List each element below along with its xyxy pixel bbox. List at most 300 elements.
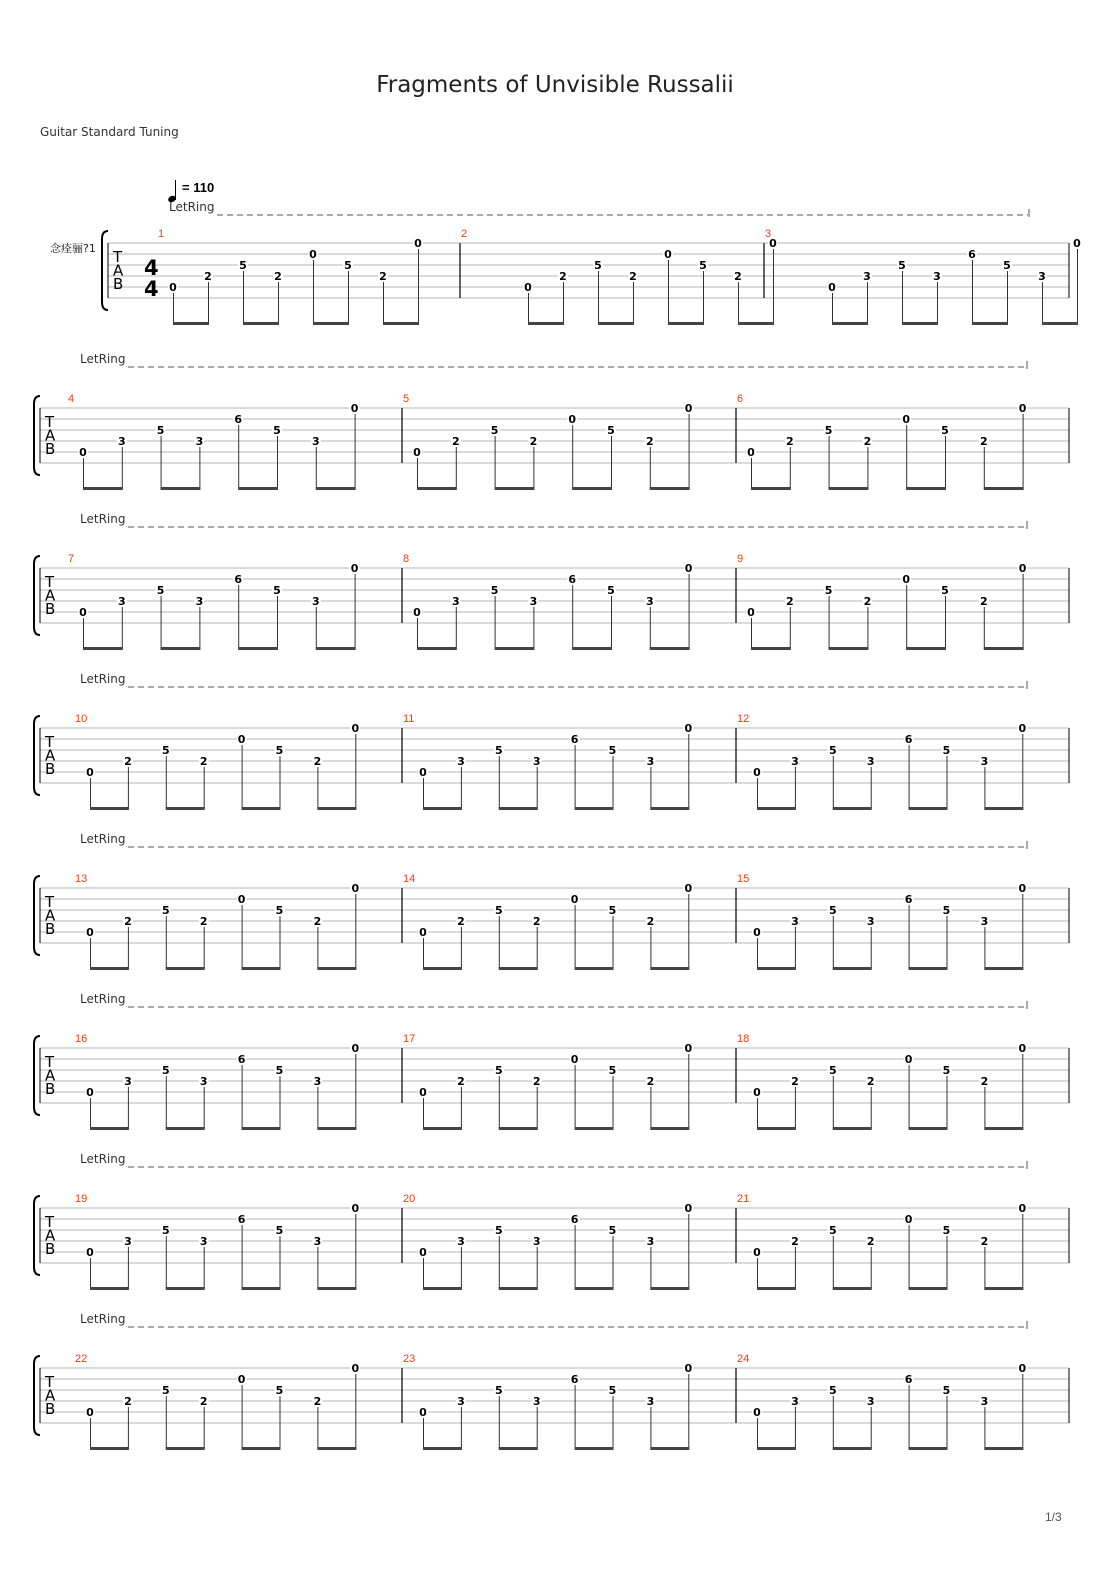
fret-number: 0 — [169, 281, 177, 294]
fret-number: 5 — [608, 744, 617, 757]
fret-number: 0 — [753, 766, 761, 779]
fret-number: 3 — [457, 1235, 465, 1248]
fret-number: 5 — [275, 744, 284, 757]
tab-clef-letter: B — [45, 600, 56, 618]
fret-number: 0 — [1073, 237, 1081, 250]
tab-clef-letter: B — [45, 760, 56, 778]
fret-number: 0 — [747, 446, 755, 459]
note-beam — [909, 1447, 948, 1450]
measure-number: 1 — [158, 228, 165, 240]
note-beam — [906, 487, 946, 490]
fret-number: 5 — [898, 259, 906, 272]
fret-number: 0 — [86, 1406, 94, 1419]
note-beam — [166, 1127, 205, 1130]
measure-number: 22 — [75, 1353, 88, 1365]
fret-number: 2 — [199, 755, 208, 768]
note-beam — [83, 487, 123, 490]
note-beam — [738, 322, 774, 325]
fret-number: 0 — [86, 1246, 94, 1259]
note-beam — [757, 807, 796, 810]
fret-number: 3 — [866, 1395, 875, 1408]
fret-number: 6 — [904, 733, 913, 746]
measure-number: 18 — [737, 1033, 750, 1045]
fret-number: 2 — [980, 1235, 989, 1248]
note-beam — [757, 967, 796, 970]
note-beam — [90, 967, 129, 970]
fret-number: 0 — [1018, 722, 1027, 735]
note-beam — [757, 1287, 796, 1290]
note-beam — [575, 807, 614, 810]
fret-number: 0 — [351, 882, 360, 895]
tab-clef-letter: A — [45, 1066, 56, 1085]
note-beam — [572, 487, 612, 490]
fret-number: 5 — [824, 424, 833, 437]
measure-number: 24 — [737, 1353, 750, 1365]
fret-number: 3 — [529, 595, 538, 608]
fret-number: 0 — [79, 446, 87, 459]
fret-number: 5 — [494, 1064, 503, 1077]
note-beam — [317, 1447, 356, 1450]
note-beam — [499, 1287, 538, 1290]
fret-number: 5 — [607, 584, 615, 597]
tab-clef-letter: A — [45, 586, 56, 605]
fret-number: 5 — [344, 259, 352, 272]
tab-clef-letter: B — [45, 1080, 56, 1098]
note-beam — [668, 322, 704, 325]
tab-clef-letter: A — [113, 261, 124, 280]
fret-number: 2 — [785, 595, 794, 608]
fret-number: 6 — [570, 733, 579, 746]
fret-number: 5 — [1003, 259, 1011, 272]
fret-number: 5 — [608, 1064, 617, 1077]
fret-number: 0 — [684, 1362, 693, 1375]
measure-number: 7 — [68, 553, 75, 565]
note-beam — [243, 322, 279, 325]
let-ring-label: LetRing — [80, 512, 126, 526]
fret-number: 6 — [570, 1373, 579, 1386]
fret-number: 3 — [451, 595, 460, 608]
fret-number: 0 — [524, 281, 532, 294]
fret-number: 5 — [490, 424, 499, 437]
fret-number: 0 — [413, 606, 421, 619]
fret-number: 0 — [413, 446, 421, 459]
note-beam — [650, 487, 690, 490]
fret-number: 5 — [941, 584, 949, 597]
fret-number: 2 — [199, 1395, 208, 1408]
system-brace — [34, 716, 40, 795]
tab-clef-letter: T — [45, 1213, 55, 1231]
note-beam — [650, 807, 689, 810]
fret-number: 0 — [684, 1202, 693, 1215]
measure-number: 14 — [403, 873, 416, 885]
note-beam — [833, 807, 872, 810]
fret-number: 0 — [828, 281, 836, 294]
fret-number: 2 — [980, 1075, 989, 1088]
note-beam — [1042, 322, 1078, 325]
measure-number: 9 — [737, 553, 744, 565]
note-beam — [833, 967, 872, 970]
fret-number: 2 — [199, 915, 208, 928]
fret-number: 3 — [532, 1395, 541, 1408]
note-beam — [166, 807, 205, 810]
fret-number: 0 — [1018, 1362, 1027, 1375]
fret-number: 2 — [451, 435, 460, 448]
note-beam — [317, 1287, 356, 1290]
note-beam — [575, 967, 614, 970]
note-beam — [909, 967, 948, 970]
fret-number: 2 — [791, 1075, 799, 1088]
tempo-value: = 110 — [182, 180, 215, 195]
fret-number: 2 — [313, 1395, 322, 1408]
fret-number: 0 — [902, 573, 911, 586]
fret-number: 3 — [646, 1395, 655, 1408]
note-beam — [316, 647, 356, 650]
note-beam — [242, 807, 281, 810]
tab-clef-letter: T — [45, 733, 55, 751]
fret-number: 5 — [942, 904, 951, 917]
note-beam — [317, 967, 356, 970]
fret-number: 5 — [273, 424, 281, 437]
track-name: 念痊骊?1 — [50, 242, 96, 255]
system-brace — [34, 876, 40, 955]
fret-number: 5 — [828, 1064, 837, 1077]
note-beam — [90, 1447, 129, 1450]
let-ring-label: LetRing — [169, 200, 215, 214]
fret-number: 3 — [117, 595, 126, 608]
fret-number: 3 — [980, 1395, 989, 1408]
fret-number: 6 — [234, 573, 243, 586]
note-beam — [833, 1127, 872, 1130]
fret-number: 5 — [494, 744, 503, 757]
measure-number: 6 — [737, 393, 744, 405]
let-ring-label: LetRing — [80, 1152, 126, 1166]
fret-number: 0 — [309, 248, 317, 261]
fret-number: 3 — [457, 755, 465, 768]
fret-number: 6 — [570, 1213, 579, 1226]
fret-number: 5 — [161, 1384, 170, 1397]
fret-number: 5 — [161, 1224, 170, 1237]
fret-number: 0 — [419, 1406, 427, 1419]
note-beam — [906, 647, 946, 650]
fret-number: 0 — [419, 1246, 427, 1259]
fret-number: 0 — [570, 893, 579, 906]
fret-number: 3 — [124, 1075, 132, 1088]
fret-number: 5 — [941, 424, 949, 437]
fret-number: 2 — [863, 435, 872, 448]
fret-number: 0 — [237, 893, 246, 906]
fret-number: 5 — [490, 584, 499, 597]
note-beam — [751, 487, 791, 490]
fret-number: 5 — [828, 904, 837, 917]
note-beam — [909, 1287, 948, 1290]
let-ring-label: LetRing — [80, 352, 126, 366]
fret-number: 0 — [753, 1246, 761, 1259]
note-beam — [383, 322, 419, 325]
measure-number: 4 — [68, 393, 75, 405]
note-beam — [572, 647, 612, 650]
system-brace — [34, 396, 40, 475]
fret-number: 3 — [532, 1235, 541, 1248]
note-beam — [317, 1127, 356, 1130]
fret-number: 3 — [791, 755, 799, 768]
system-brace — [34, 1356, 40, 1435]
fret-number: 5 — [156, 424, 165, 437]
fret-number: 2 — [457, 1075, 465, 1088]
fret-number: 2 — [124, 1395, 132, 1408]
note-beam — [984, 967, 1023, 970]
fret-number: 0 — [414, 237, 422, 250]
tab-clef-letter: A — [45, 746, 56, 765]
fret-number: 6 — [237, 1213, 246, 1226]
fret-number: 3 — [791, 1395, 799, 1408]
fret-number: 0 — [753, 926, 761, 939]
fret-number: 3 — [311, 595, 320, 608]
fret-number: 3 — [311, 435, 320, 448]
fret-number: 3 — [863, 270, 871, 283]
fret-number: 0 — [350, 402, 359, 415]
fret-number: 2 — [979, 435, 988, 448]
let-ring-label: LetRing — [80, 672, 126, 686]
fret-number: 0 — [684, 722, 693, 735]
fret-number: 2 — [866, 1235, 875, 1248]
fret-number: 2 — [124, 755, 132, 768]
fret-number: 3 — [646, 1235, 655, 1248]
system-brace — [102, 231, 108, 310]
note-beam — [166, 1287, 205, 1290]
fret-number: 0 — [419, 926, 427, 939]
fret-number: 3 — [866, 915, 875, 928]
fret-number: 0 — [664, 248, 672, 261]
measure-number: 17 — [403, 1033, 416, 1045]
note-beam — [90, 807, 129, 810]
fret-number: 0 — [79, 606, 87, 619]
note-beam — [575, 1287, 614, 1290]
time-signature-numerator: 4 — [144, 256, 159, 280]
fret-number: 3 — [645, 595, 654, 608]
fret-number: 5 — [828, 1384, 837, 1397]
fret-number: 2 — [529, 435, 538, 448]
tab-clef-letter: T — [45, 1053, 55, 1071]
fret-number: 3 — [646, 755, 655, 768]
fret-number: 5 — [161, 904, 170, 917]
tab-clef-letter: B — [45, 920, 56, 938]
measure-number: 2 — [461, 228, 468, 240]
fret-number: 0 — [1018, 562, 1027, 575]
note-beam — [829, 487, 869, 490]
fret-number: 0 — [1018, 1042, 1027, 1055]
tab-clef-letter: B — [113, 275, 124, 293]
note-beam — [832, 322, 868, 325]
fret-number: 3 — [313, 1235, 322, 1248]
measure-number: 19 — [75, 1193, 88, 1205]
fret-number: 2 — [979, 595, 988, 608]
note-beam — [242, 967, 281, 970]
tab-clef-letter: T — [45, 573, 55, 591]
note-beam — [902, 322, 938, 325]
fret-number: 3 — [199, 1235, 208, 1248]
measure-number: 5 — [403, 393, 410, 405]
fret-number: 6 — [568, 573, 577, 586]
note-beam — [499, 1127, 538, 1130]
fret-number: 2 — [457, 915, 465, 928]
tab-clef-letter: T — [45, 893, 55, 911]
fret-number: 5 — [275, 1384, 284, 1397]
fret-number: 0 — [86, 1086, 94, 1099]
note-beam — [650, 967, 689, 970]
measure-number: 11 — [403, 713, 415, 725]
note-beam — [499, 1447, 538, 1450]
note-beam — [161, 647, 201, 650]
fret-number: 0 — [86, 926, 94, 939]
note-beam — [829, 647, 869, 650]
note-beam — [984, 1127, 1023, 1130]
note-beam — [984, 1287, 1023, 1290]
fret-number: 6 — [904, 893, 913, 906]
fret-number: 5 — [275, 904, 284, 917]
fret-number: 5 — [828, 1224, 837, 1237]
fret-number: 6 — [234, 413, 243, 426]
fret-number: 2 — [313, 755, 322, 768]
fret-number: 2 — [785, 435, 794, 448]
fret-number: 5 — [699, 259, 707, 272]
fret-number: 0 — [350, 562, 359, 575]
fret-number: 0 — [904, 1213, 913, 1226]
fret-number: 0 — [568, 413, 577, 426]
fret-number: 2 — [532, 915, 541, 928]
fret-number: 6 — [904, 1373, 913, 1386]
fret-number: 5 — [608, 1224, 617, 1237]
note-beam — [598, 322, 634, 325]
fret-number: 2 — [866, 1075, 875, 1088]
note-beam — [316, 487, 356, 490]
note-beam — [650, 1287, 689, 1290]
note-beam — [650, 1127, 689, 1130]
tuning-label: Guitar Standard Tuning — [40, 125, 179, 139]
note-beam — [757, 1127, 796, 1130]
let-ring-label: LetRing — [80, 1312, 126, 1326]
fret-number: 0 — [351, 1362, 360, 1375]
fret-number: 0 — [351, 1042, 360, 1055]
let-ring-label: LetRing — [80, 832, 126, 846]
note-beam — [423, 807, 462, 810]
page-number: 1/3 — [1045, 1510, 1062, 1524]
note-beam — [499, 967, 538, 970]
note-beam — [423, 967, 462, 970]
measure-number: 13 — [75, 873, 88, 885]
note-beam — [650, 647, 690, 650]
fret-number: 5 — [273, 584, 281, 597]
fret-number: 5 — [161, 744, 170, 757]
fret-number: 0 — [351, 1202, 360, 1215]
note-beam — [833, 1287, 872, 1290]
fret-number: 3 — [1038, 270, 1046, 283]
note-beam — [423, 1127, 462, 1130]
tab-clef-letter: A — [45, 906, 56, 925]
tab-clef-letter: A — [45, 1226, 56, 1245]
fret-number: 3 — [195, 435, 204, 448]
fret-number: 5 — [275, 1064, 284, 1077]
fret-number: 5 — [156, 584, 165, 597]
fret-number: 3 — [457, 1395, 465, 1408]
note-beam — [173, 322, 209, 325]
fret-number: 2 — [559, 270, 567, 283]
note-beam — [984, 647, 1024, 650]
fret-number: 5 — [608, 904, 617, 917]
note-beam — [417, 647, 457, 650]
tab-clef-letter: T — [113, 248, 123, 266]
fret-number: 3 — [195, 595, 204, 608]
fret-number: 0 — [570, 1053, 579, 1066]
note-beam — [166, 967, 205, 970]
fret-number: 5 — [942, 1224, 951, 1237]
fret-number: 5 — [494, 1384, 503, 1397]
fret-number: 5 — [942, 1384, 951, 1397]
note-beam — [833, 1447, 872, 1450]
fret-number: 0 — [237, 733, 246, 746]
note-beam — [166, 1447, 205, 1450]
fret-number: 3 — [124, 1235, 132, 1248]
note-beam — [90, 1127, 129, 1130]
fret-number: 0 — [1018, 1202, 1027, 1215]
fret-number: 0 — [684, 402, 693, 415]
note-beam — [984, 1447, 1023, 1450]
note-beam — [238, 487, 278, 490]
fret-number: 6 — [968, 248, 976, 261]
fret-number: 5 — [594, 259, 602, 272]
fret-number: 0 — [904, 1053, 913, 1066]
tab-clef-letter: A — [45, 1386, 56, 1405]
fret-number: 5 — [942, 1064, 951, 1077]
fret-number: 0 — [684, 1042, 693, 1055]
note-beam — [423, 1447, 462, 1450]
fret-number: 2 — [734, 270, 742, 283]
tab-clef-letter: B — [45, 1400, 56, 1418]
fret-number: 5 — [161, 1064, 170, 1077]
fret-number: 5 — [828, 744, 837, 757]
fret-number: 0 — [769, 237, 777, 250]
fret-number: 5 — [607, 424, 615, 437]
page-title: Fragments of Unvisible Russalii — [376, 72, 734, 98]
fret-number: 3 — [866, 755, 875, 768]
note-beam — [499, 807, 538, 810]
note-beam — [423, 1287, 462, 1290]
fret-number: 3 — [117, 435, 126, 448]
fret-number: 0 — [419, 1086, 427, 1099]
fret-number: 3 — [791, 915, 799, 928]
note-beam — [650, 1447, 689, 1450]
fret-number: 3 — [199, 1075, 208, 1088]
note-beam — [984, 487, 1024, 490]
fret-number: 0 — [684, 882, 693, 895]
tab-clef-letter: B — [45, 440, 56, 458]
note-beam — [313, 322, 349, 325]
measure-number: 20 — [403, 1193, 416, 1205]
note-beam — [417, 487, 457, 490]
system-brace — [34, 1196, 40, 1275]
fret-number: 0 — [1018, 882, 1027, 895]
measure-number: 16 — [75, 1033, 88, 1045]
note-beam — [909, 807, 948, 810]
tab-clef-letter: T — [45, 413, 55, 431]
note-beam — [242, 1287, 281, 1290]
fret-number: 2 — [791, 1235, 799, 1248]
fret-number: 5 — [494, 1224, 503, 1237]
fret-number: 5 — [942, 744, 951, 757]
measure-number: 10 — [75, 713, 88, 725]
fret-number: 0 — [351, 722, 360, 735]
fret-number: 3 — [313, 1075, 322, 1088]
note-beam — [575, 1127, 614, 1130]
